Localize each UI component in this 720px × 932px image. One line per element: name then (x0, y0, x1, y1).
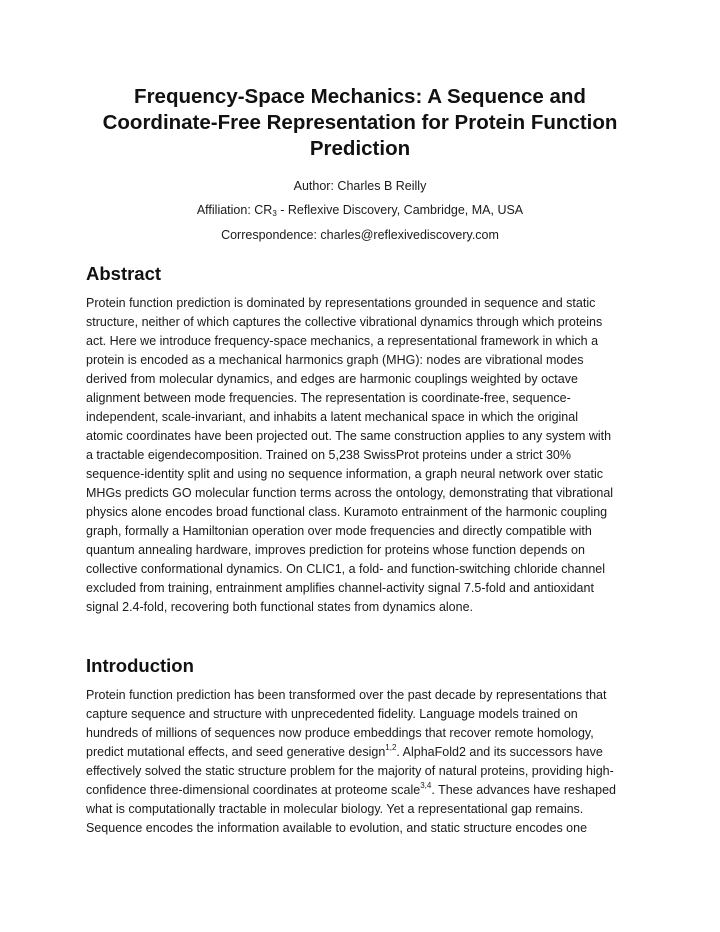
abstract-line: alignment between mode frequencies. The representation is coordinate-free, sequence- (86, 391, 571, 405)
abstract-line: collective conformational dynamics. On CLIC1, a fold- and function-switching chloride channel (86, 562, 606, 576)
introduction-heading: Introduction (86, 655, 194, 676)
abstract-line: graph, formally a Hamiltonian operation over mode frequencies and directly compatible with (86, 524, 592, 538)
introduction-line: capture sequence and structure with unprecedented fidelity. Language models trained on (86, 707, 578, 721)
abstract-line: sequence-identity split and using no sequence information, a graph neural network over static (86, 467, 603, 481)
correspondence-line: Correspondence: charles@reflexivediscovery.com (221, 228, 499, 242)
abstract-line: independent, scale-invariant, and inhabits a latent mechanical space in which the original (86, 410, 578, 424)
introduction-text: predict mutational effects, and seed generative design (86, 745, 386, 759)
affiliation-subscript: 3 (272, 209, 277, 218)
abstract-line: structure, neither of which captures the collective vibrational dynamics through which proteins (86, 315, 603, 329)
introduction-line: Protein function prediction has been transformed over the past decade by representations that (86, 688, 607, 702)
introduction-paragraph (86, 686, 642, 838)
abstract-line: excluded from training, entrainment amplifies channel-activity signal 7.5-fold and antioxidant (86, 581, 594, 595)
title-line: Prediction (309, 137, 411, 160)
introduction-line (86, 743, 642, 762)
abstract-line: physics alone encodes broad functional class. Kuramoto entrainment of the harmonic coupling (86, 505, 608, 519)
abstract-line: protein is encoded as a mechanical harmonics graph (MHG): nodes are vibrational modes (86, 353, 584, 367)
affiliation-suffix: - Reflexive Discovery, Cambridge, MA, USA (276, 203, 524, 217)
author-line: Author: Charles B Reilly (293, 179, 427, 193)
introduction-line: hundreds of millions of sequences now produce embeddings that recover remote homology, (86, 726, 594, 740)
introduction-text: confidence three-dimensional coordinates at proteome scale (86, 783, 421, 797)
abstract-line: signal 2.4-fold, recovering both functional states from dynamics alone. (86, 600, 474, 614)
title-line: Frequency-Space Mechanics: A Sequence and (134, 85, 586, 108)
introduction-line: Sequence encodes the information available to evolution, and static structure encodes one (86, 821, 588, 835)
abstract-line: quantum annealing hardware, improves prediction for proteins whose function depends on (86, 543, 585, 557)
paper-title (60, 84, 660, 162)
introduction-text: . AlphaFold2 and its successors have (396, 745, 603, 759)
affiliation-line (60, 202, 660, 218)
introduction-line: what is computationally tractable in molecular biology. Yet a representational gap remains. (86, 802, 584, 816)
abstract-line: atomic coordinates have been projected out. The same construction applies to any system with (86, 429, 612, 443)
abstract-paragraph (86, 294, 642, 617)
abstract-line: MHGs predicts GO molecular function terms across the ontology, demonstrating that vibrational (86, 486, 614, 500)
affiliation-prefix: Affiliation: CR (196, 203, 273, 217)
citation-superscript: 1,2 (385, 743, 397, 752)
introduction-line: effectively solved the static structure problem for the majority of natural proteins, providing high- (86, 764, 614, 778)
introduction-line (86, 781, 642, 800)
title-line: Coordinate-Free Representation for Protein Function (102, 111, 618, 134)
abstract-line: Protein function prediction is dominated by representations grounded in sequence and static (86, 296, 596, 310)
abstract-heading: Abstract (86, 263, 162, 284)
abstract-line: a tractable eigendecomposition. Trained on 5,238 SwissProt proteins under a strict 30% (86, 448, 571, 462)
citation-superscript: 3,4 (420, 781, 432, 790)
introduction-text: . These advances have reshaped (431, 783, 616, 797)
abstract-line: derived from molecular dynamics, and edges are harmonic couplings weighted by octave (86, 372, 578, 386)
abstract-line: act. Here we introduce frequency-space mechanics, a representational framework in which a (86, 334, 599, 348)
